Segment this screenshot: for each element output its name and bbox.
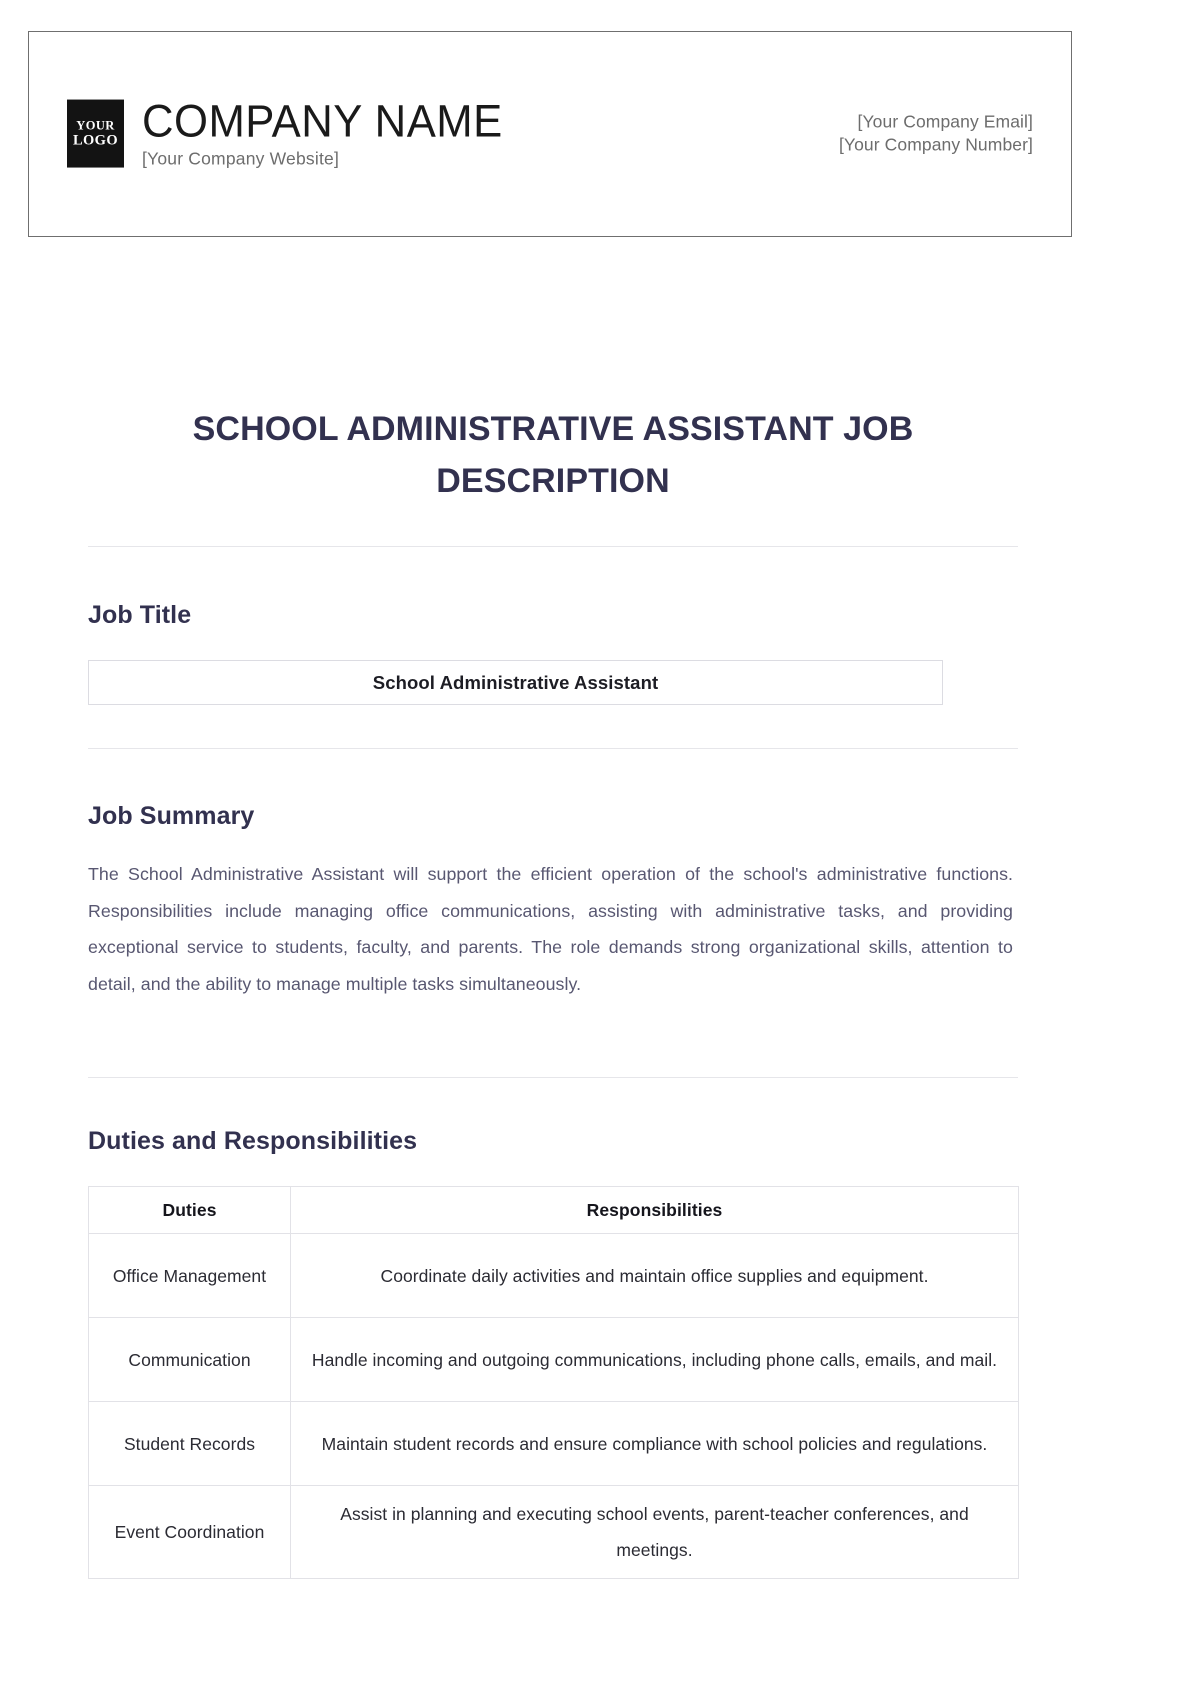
- table-row: [89, 1402, 1019, 1486]
- company-number: [Your Company Number]: [838, 134, 1033, 155]
- duties-table: [88, 1186, 1019, 1579]
- logo-text-line-2: LOGO: [72, 132, 119, 149]
- table-cell-responsibility: Handle incoming and outgoing communications, including phone calls, emails, and mail.: [291, 1318, 1019, 1402]
- table-cell-duty: Communication: [89, 1318, 291, 1402]
- company-website: [Your Company Website]: [142, 148, 340, 169]
- table-header-row: [89, 1187, 1019, 1234]
- company-email: [Your Company Email]: [857, 111, 1033, 132]
- table-cell-duty: Student Records: [89, 1402, 291, 1486]
- section-heading-job-title: Job Title: [88, 601, 192, 629]
- job-title-value: School Administrative Assistant: [372, 671, 659, 693]
- column-header-duties: Duties: [89, 1187, 291, 1234]
- table-cell-responsibility: Assist in planning and executing school events, parent-teacher conferences, and meetings.: [291, 1486, 1019, 1579]
- divider-above-duties: [88, 1077, 1018, 1078]
- page-title: SCHOOL ADMINISTRATIVE ASSISTANT JOB DESCRIPTION: [192, 410, 914, 500]
- job-title-field[interactable]: [88, 660, 943, 705]
- table-row: [89, 1486, 1019, 1579]
- job-summary-text: The School Administrative Assistant will support the efficient operation of the school's administrative functions. Responsibilities include managing office communications, assisting with administrative tasks, and providing exceptional service to students, faculty, and parents. The role demands strong organizational skills, attention to detail, and the ability to manage multiple tasks simultaneously.: [88, 864, 1013, 994]
- brand-block: [142, 95, 514, 170]
- divider-above-job-title: [88, 546, 1018, 547]
- contact-block: [839, 110, 1033, 157]
- table-cell-duty: Office Management: [89, 1234, 291, 1318]
- table-cell-responsibility: Maintain student records and ensure compliance with school policies and regulations.: [291, 1402, 1019, 1486]
- company-logo: [67, 100, 124, 168]
- section-heading-duties: Duties and Responsibilities: [88, 1127, 418, 1155]
- logo-text-line-1: YOUR: [76, 118, 115, 133]
- section-heading-job-summary: Job Summary: [88, 802, 255, 830]
- table-cell-responsibility: Coordinate daily activities and maintain office supplies and equipment.: [291, 1234, 1019, 1318]
- table-cell-duty: Event Coordination: [89, 1486, 291, 1579]
- divider-above-job-summary: [88, 748, 1018, 749]
- company-name: COMPANY NAME: [142, 95, 503, 147]
- column-header-responsibilities: Responsibilities: [291, 1187, 1019, 1234]
- table-row: [89, 1234, 1019, 1318]
- table-row: [89, 1318, 1019, 1402]
- letterhead-content: [29, 95, 1071, 170]
- letterhead: [28, 31, 1072, 237]
